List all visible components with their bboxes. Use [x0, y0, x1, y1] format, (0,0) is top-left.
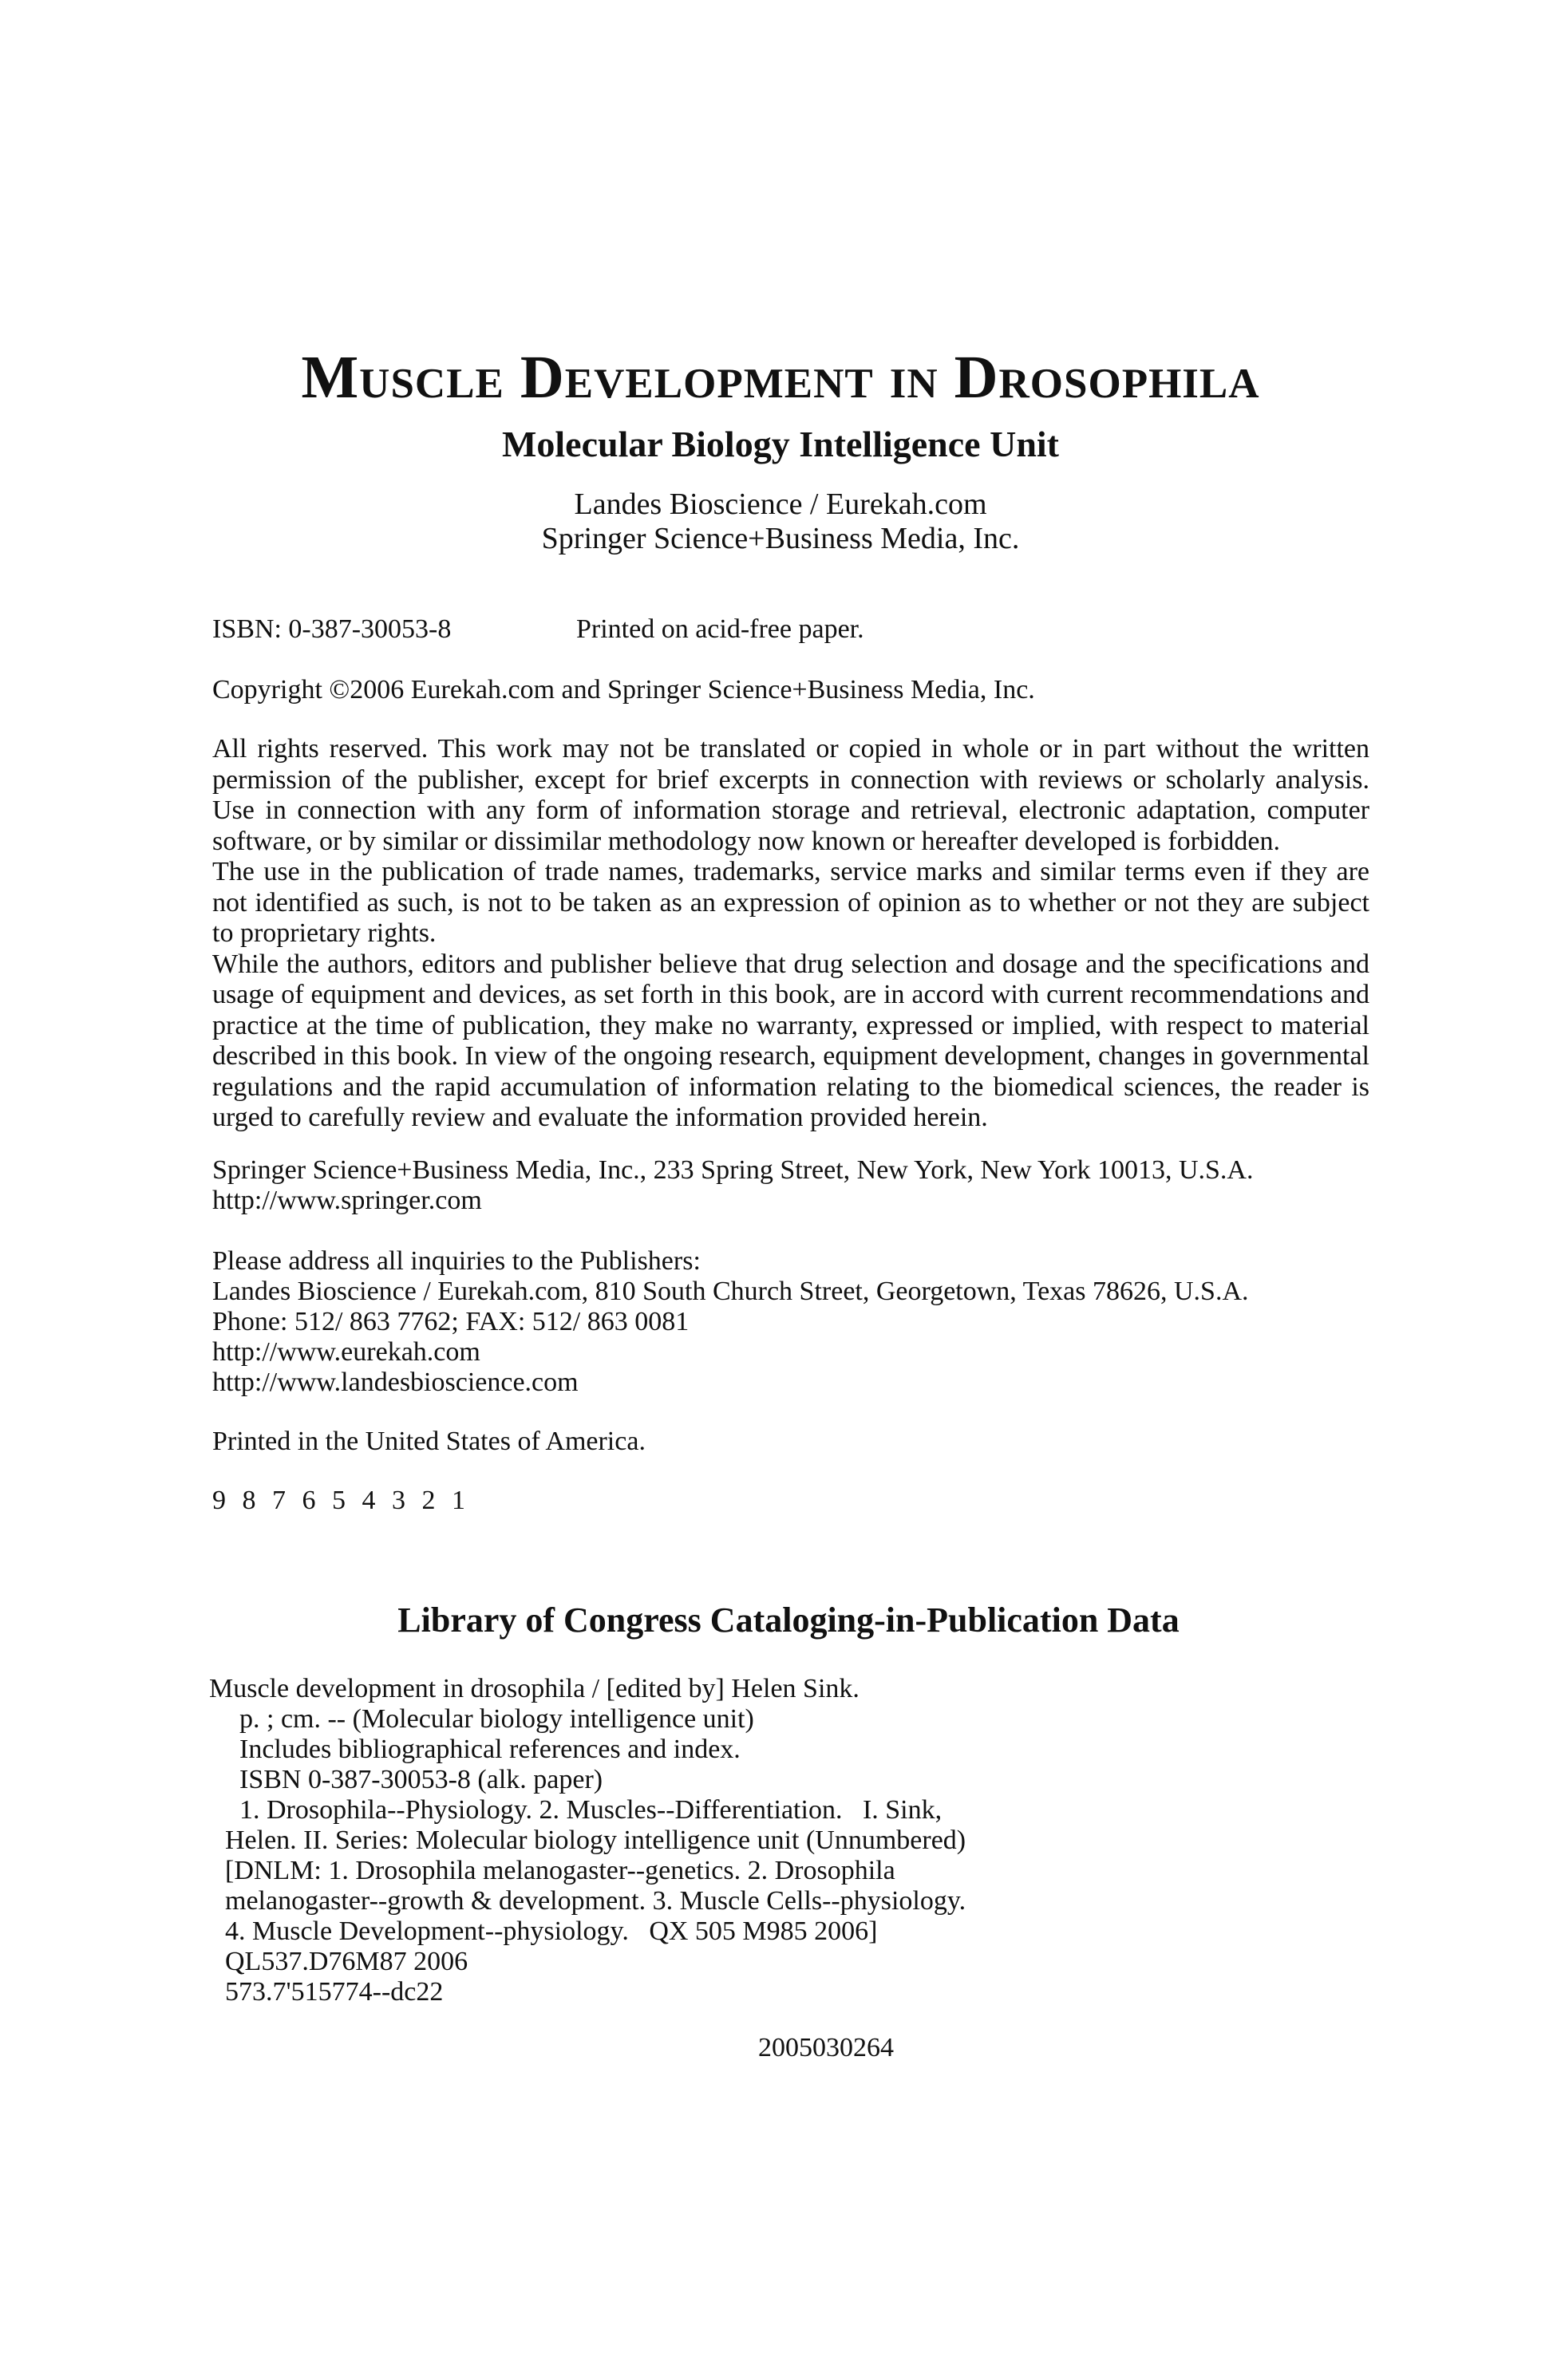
cip-line: p. ; cm. -- (Molecular biology intelligence unit): [239, 1704, 754, 1734]
cip-line: [DNLM: 1. Drosophila melanogaster--genetics. 2. Drosophila: [225, 1856, 895, 1885]
disclaimer-paragraph: While the authors, editors and publisher believe that drug selection and dosage and the specifications and usage of equipment and devices, as set forth in this book, are in accord with current recommendations and practice at the time of publication, they make no warranty, expressed or implied, with respect to material described in this book. In view of the ongoing research, equipment development, changes in governmental regulations and the rapid accumulation of information relating to the biomedical sciences, the reader is urged to carefully review and evaluate the information provided herein.: [212, 949, 1369, 1132]
landes-address: Landes Bioscience / Eurekah.com, 810 South Church Street, Georgetown, Texas 78626, U.S.A.: [212, 1277, 1249, 1306]
publisher-line-2: Springer Science+Business Media, Inc.: [541, 522, 1020, 555]
cip-line: 1. Drosophila--Physiology. 2. Muscles--Differentiation. I. Sink,: [239, 1795, 943, 1825]
cip-line: Muscle development in drosophila / [edited by] Helen Sink.: [209, 1674, 860, 1703]
printed-in: Printed in the United States of America.: [212, 1427, 646, 1456]
cip-line: 573.7'515774--dc22: [225, 1977, 444, 2007]
copyright-line: Copyright ©2006 Eurekah.com and Springer Science+Business Media, Inc.: [212, 675, 1035, 705]
rights-statement: [212, 734, 1369, 1134]
cip-line: 4. Muscle Development--physiology. QX 505 M985 2006]: [225, 1916, 878, 1946]
cip-line: melanogaster--growth & development. 3. Muscle Cells--physiology.: [225, 1886, 966, 1916]
series-title: Molecular Biology Intelligence Unit: [501, 424, 1060, 464]
cip-heading: Library of Congress Cataloging-in-Publication Data: [397, 1600, 1180, 1640]
cip-line: QL537.D76M87 2006: [225, 1947, 468, 1976]
book-title: Muscle Development in Drosophila: [301, 344, 1260, 411]
rights-paragraph: All rights reserved. This work may not be translated or copied in whole or in part without the written permission of the publisher, except for brief excerpts in connection with reviews or scholarly analysis. Use in connection with any form of information storage and retrieval, electronic adaptation, computer software, or by similar or dissimilar methodology now known or hereafter developed is forbidden.: [212, 734, 1369, 856]
print-line: 9 8 7 6 5 4 3 2 1: [212, 1486, 467, 1515]
isbn: ISBN: 0-387-30053-8: [212, 614, 452, 644]
springer-url: http://www.springer.com: [212, 1186, 482, 1215]
springer-address: Springer Science+Business Media, Inc., 233 Spring Street, New York, New York 10013, U.S.A.: [212, 1155, 1254, 1185]
cip-line: Helen. II. Series: Molecular biology intelligence unit (Unnumbered): [225, 1825, 966, 1855]
trademark-paragraph: The use in the publication of trade names, trademarks, service marks and similar terms even if they are not identified as such, is not to be taken as an expression of opinion as to whether or not they are subject to proprietary rights.: [212, 857, 1369, 948]
inquiries-heading: Please address all inquiries to the Publishers:: [212, 1246, 701, 1276]
acid-free-note: Printed on acid-free paper.: [576, 614, 864, 644]
cip-line: Includes bibliographical references and index.: [239, 1735, 741, 1764]
landes-url: http://www.landesbioscience.com: [212, 1368, 579, 1397]
phone-fax: Phone: 512/ 863 7762; FAX: 512/ 863 0081: [212, 1307, 690, 1336]
eurekah-url: http://www.eurekah.com: [212, 1337, 480, 1367]
lccn: 2005030264: [758, 2033, 894, 2062]
cip-line: ISBN 0-387-30053-8 (alk. paper): [239, 1765, 603, 1794]
publisher-line-1: Landes Bioscience / Eurekah.com: [574, 487, 987, 521]
